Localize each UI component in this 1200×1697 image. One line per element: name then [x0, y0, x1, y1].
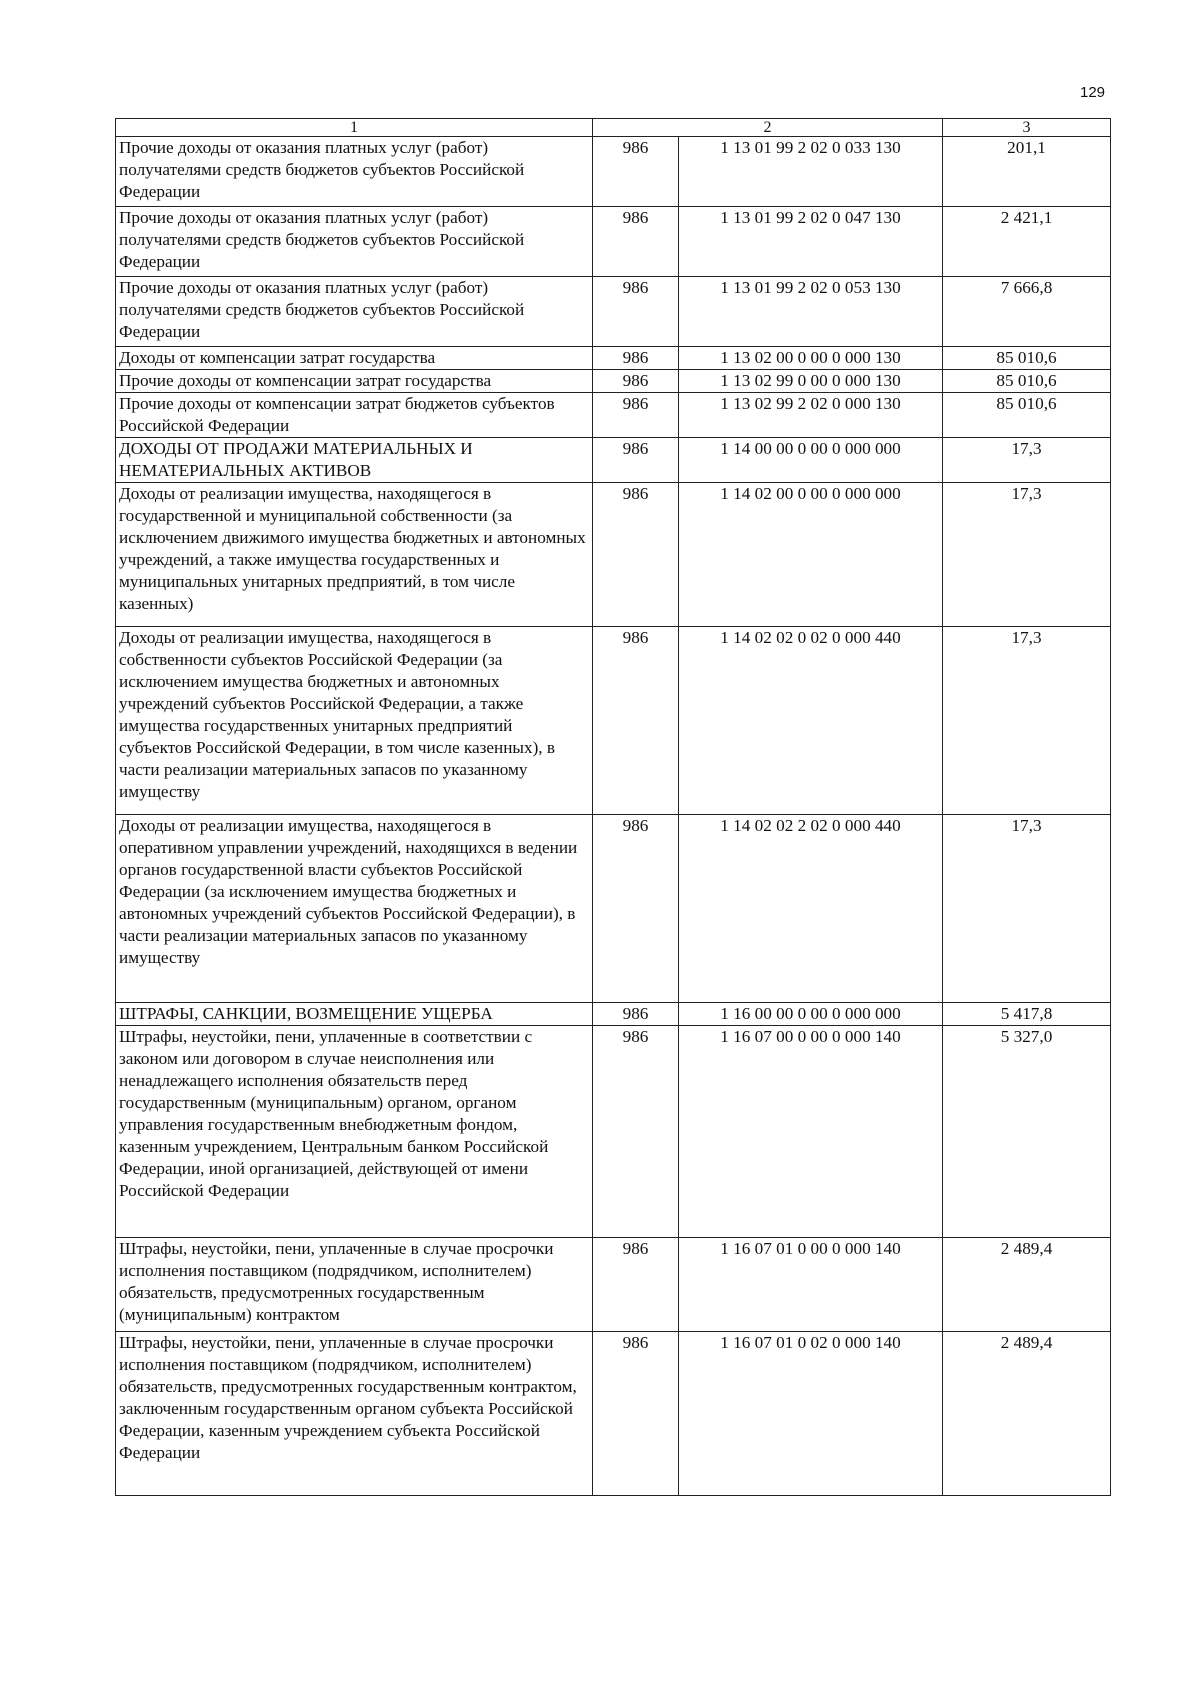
admin-code-cell: 986	[593, 1238, 679, 1332]
amount-cell: 5 417,8	[943, 1003, 1111, 1026]
budget-classification-code-cell: 1 16 07 01 0 00 0 000 140	[679, 1238, 943, 1332]
budget-classification-code-cell: 1 13 01 99 2 02 0 053 130	[679, 277, 943, 347]
budget-classification-code-cell: 1 14 02 02 0 02 0 000 440	[679, 627, 943, 815]
revenue-name-cell: Доходы от реализации имущества, находящегося в оперативном управлении учреждений, находящихся в ведении органов государственной власти субъектов Российской Федерации (за исключением имущества бюджетных и автономных учреждений субъектов Российской Федерации), в части реализации материальных запасов по указанному имуществу	[116, 815, 593, 1003]
amount-cell: 201,1	[943, 137, 1111, 207]
amount-cell: 85 010,6	[943, 393, 1111, 438]
revenue-name-cell: Доходы от реализации имущества, находящегося в собственности субъектов Российской Федерации (за исключением имущества бюджетных и автономных учреждений субъектов Российской Федерации, а также имущества государственных унитарных предприятий субъектов Российской Федерации, в том числе казенных), в части реализации материальных запасов по указанному имуществу	[116, 627, 593, 815]
header-col-3: 3	[943, 119, 1111, 137]
table-row	[116, 393, 1111, 438]
admin-code-cell: 986	[593, 483, 679, 627]
table-row	[116, 1003, 1111, 1026]
table-row	[116, 1026, 1111, 1238]
amount-cell: 17,3	[943, 438, 1111, 483]
amount-cell: 7 666,8	[943, 277, 1111, 347]
revenue-name-cell: ШТРАФЫ, САНКЦИИ, ВОЗМЕЩЕНИЕ УЩЕРБА	[116, 1003, 593, 1026]
budget-classification-code-cell: 1 13 02 00 0 00 0 000 130	[679, 347, 943, 370]
revenue-name-cell: Прочие доходы от компенсации затрат государства	[116, 370, 593, 393]
table-row	[116, 1332, 1111, 1496]
revenue-name-cell: Штрафы, неустойки, пени, уплаченные в случае просрочки исполнения поставщиком (подрядчиком, исполнителем) обязательств, предусмотренных государственным (муниципальным) контрактом	[116, 1238, 593, 1332]
budget-classification-code-cell: 1 13 02 99 2 02 0 000 130	[679, 393, 943, 438]
budget-classification-code-cell: 1 13 01 99 2 02 0 047 130	[679, 207, 943, 277]
header-col-1: 1	[116, 119, 593, 137]
table-row	[116, 370, 1111, 393]
table-row	[116, 483, 1111, 627]
table-row	[116, 277, 1111, 347]
budget-classification-code-cell: 1 16 07 00 0 00 0 000 140	[679, 1026, 943, 1238]
table-row	[116, 207, 1111, 277]
budget-classification-code-cell: 1 14 02 00 0 00 0 000 000	[679, 483, 943, 627]
table-row	[116, 815, 1111, 1003]
admin-code-cell: 986	[593, 1332, 679, 1496]
amount-cell: 5 327,0	[943, 1026, 1111, 1238]
revenue-name-cell: Прочие доходы от компенсации затрат бюджетов субъектов Российской Федерации	[116, 393, 593, 438]
table-row	[116, 1238, 1111, 1332]
admin-code-cell: 986	[593, 1026, 679, 1238]
admin-code-cell: 986	[593, 438, 679, 483]
amount-cell: 85 010,6	[943, 347, 1111, 370]
revenue-name-cell: Прочие доходы от оказания платных услуг (работ) получателями средств бюджетов субъектов Российской Федерации	[116, 277, 593, 347]
table-body	[116, 137, 1111, 1496]
admin-code-cell: 986	[593, 815, 679, 1003]
budget-classification-code-cell: 1 13 02 99 0 00 0 000 130	[679, 370, 943, 393]
revenue-name-cell: Прочие доходы от оказания платных услуг (работ) получателями средств бюджетов субъектов Российской Федерации	[116, 207, 593, 277]
admin-code-cell: 986	[593, 137, 679, 207]
budget-classification-code-cell: 1 16 07 01 0 02 0 000 140	[679, 1332, 943, 1496]
admin-code-cell: 986	[593, 277, 679, 347]
table-row	[116, 137, 1111, 207]
revenue-table	[115, 118, 1111, 1496]
admin-code-cell: 986	[593, 1003, 679, 1026]
budget-classification-code-cell: 1 13 01 99 2 02 0 033 130	[679, 137, 943, 207]
header-col-2: 2	[593, 119, 943, 137]
amount-cell: 17,3	[943, 483, 1111, 627]
revenue-name-cell: Прочие доходы от оказания платных услуг (работ) получателями средств бюджетов субъектов Российской Федерации	[116, 137, 593, 207]
admin-code-cell: 986	[593, 207, 679, 277]
budget-classification-code-cell: 1 14 02 02 2 02 0 000 440	[679, 815, 943, 1003]
table-row	[116, 627, 1111, 815]
amount-cell: 17,3	[943, 627, 1111, 815]
table-header-row	[116, 119, 1111, 137]
revenue-name-cell: Доходы от компенсации затрат государства	[116, 347, 593, 370]
budget-classification-code-cell: 1 14 00 00 0 00 0 000 000	[679, 438, 943, 483]
admin-code-cell: 986	[593, 393, 679, 438]
amount-cell: 2 421,1	[943, 207, 1111, 277]
amount-cell: 17,3	[943, 815, 1111, 1003]
page-number: 129	[1080, 84, 1106, 101]
admin-code-cell: 986	[593, 370, 679, 393]
table-row	[116, 438, 1111, 483]
amount-cell: 2 489,4	[943, 1332, 1111, 1496]
amount-cell: 2 489,4	[943, 1238, 1111, 1332]
revenue-name-cell: Штрафы, неустойки, пени, уплаченные в случае просрочки исполнения поставщиком (подрядчиком, исполнителем) обязательств, предусмотренных государственным контрактом, заключенным государственным органом субъекта Российской Федерации, казенным учреждением субъекта Российской Федерации	[116, 1332, 593, 1496]
admin-code-cell: 986	[593, 347, 679, 370]
budget-classification-code-cell: 1 16 00 00 0 00 0 000 000	[679, 1003, 943, 1026]
admin-code-cell: 986	[593, 627, 679, 815]
revenue-name-cell: ДОХОДЫ ОТ ПРОДАЖИ МАТЕРИАЛЬНЫХ И НЕМАТЕРИАЛЬНЫХ АКТИВОВ	[116, 438, 593, 483]
revenue-name-cell: Доходы от реализации имущества, находящегося в государственной и муниципальной собственности (за исключением движимого имущества бюджетных и автономных учреждений, а также имущества государственных и муниципальных унитарных предприятий, в том числе казенных)	[116, 483, 593, 627]
amount-cell: 85 010,6	[943, 370, 1111, 393]
revenue-name-cell: Штрафы, неустойки, пени, уплаченные в соответствии с законом или договором в случае неисполнения или ненадлежащего исполнения обязательств перед государственным (муниципальным) органом, органом управления государственным внебюджетным фондом, казенным учреждением, Центральным банком Российской Федерации, иной организацией, действующей от имени Российской Федерации	[116, 1026, 593, 1238]
table-row	[116, 347, 1111, 370]
